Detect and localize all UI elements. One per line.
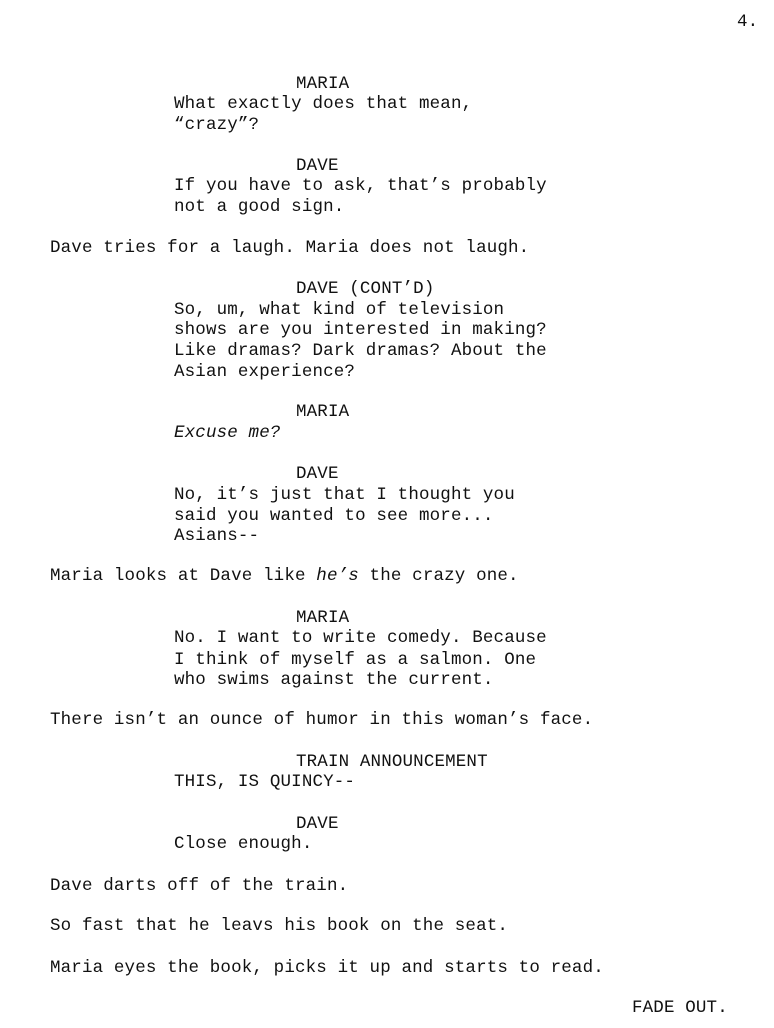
- dialogue-line: who swims against the current.: [174, 670, 494, 690]
- emphasis-text: he’s: [316, 566, 359, 586]
- dialogue-line: No, it’s just that I thought you: [174, 485, 515, 505]
- dialogue-line: What exactly does that mean,: [174, 94, 473, 114]
- dialogue-line: I think of myself as a salmon. One: [174, 650, 537, 670]
- action-line: [50, 566, 519, 586]
- dialogue-line: not a good sign.: [174, 197, 345, 217]
- action-line: There isn’t an ounce of humor in this woman’s face.: [50, 710, 594, 730]
- action-line: Maria eyes the book, picks it up and starts to read.: [50, 958, 604, 978]
- action-line: Dave tries for a laugh. Maria does not laugh.: [50, 238, 530, 258]
- character-cue: DAVE: [296, 814, 339, 834]
- dialogue-line: Asian experience?: [174, 362, 356, 382]
- transition: FADE OUT.: [632, 998, 728, 1018]
- dialogue-line: Close enough.: [174, 834, 313, 854]
- action-text: the crazy one.: [358, 566, 519, 586]
- dialogue-line: [174, 423, 281, 443]
- action-line: So fast that he leavs his book on the seat.: [50, 916, 509, 936]
- dialogue-line: So, um, what kind of television: [174, 300, 505, 320]
- character-cue: TRAIN ANNOUNCEMENT: [296, 752, 488, 772]
- character-cue: MARIA: [296, 402, 350, 422]
- dialogue-line: “crazy”?: [174, 115, 260, 135]
- emphasis-text: Excuse me?: [174, 423, 281, 443]
- dialogue-line: said you wanted to see more...: [174, 506, 494, 526]
- character-cue: DAVE: [296, 464, 339, 484]
- action-line: Dave darts off of the train.: [50, 876, 349, 896]
- dialogue-line: Like dramas? Dark dramas? About the: [174, 341, 547, 361]
- character-cue: MARIA: [296, 74, 350, 94]
- character-cue: MARIA: [296, 608, 350, 628]
- dialogue-line: THIS, IS QUINCY--: [174, 772, 356, 792]
- dialogue-line: If you have to ask, that’s probably: [174, 176, 547, 196]
- character-cue: DAVE (CONT’D): [296, 279, 435, 299]
- page-number: 4.: [737, 12, 759, 32]
- dialogue-line: shows are you interested in making?: [174, 320, 547, 340]
- dialogue-line: Asians--: [174, 526, 260, 546]
- character-cue: DAVE: [296, 156, 339, 176]
- action-text: Maria looks at Dave like: [50, 566, 317, 586]
- dialogue-line: No. I want to write comedy. Because: [174, 628, 547, 648]
